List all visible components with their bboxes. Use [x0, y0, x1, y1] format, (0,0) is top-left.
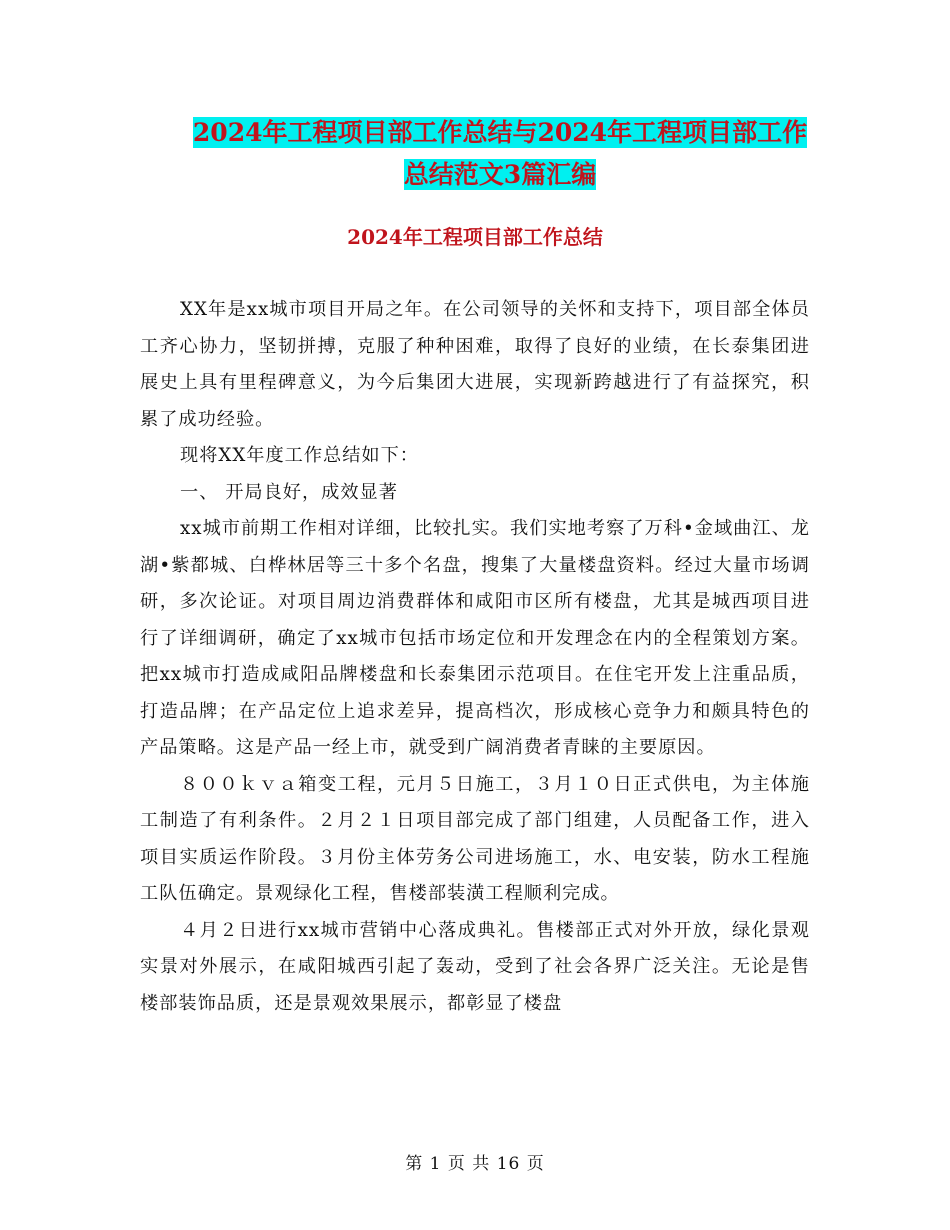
paragraph: ４月２日进行xx城市营销中心落成典礼。售楼部正式对外开放，绿化景观实景对外展示，在咸阳城西引起了轰动，受到了社会各界广泛关注。无论是售楼部装饰品质，还是景观效果展示，都彰显了楼盘 — [140, 919, 810, 1014]
paragraph: ８００ｋｖａ箱变工程，元月５日施工，３月１０日正式供电，为主体施工制造了有利条件。２月２１日项目部完成了部门组建，人员配备工作，进入项目实质运作阶段。３月份主体劳务公司进场施工，水、电安装，防水工程施工队伍确定。景观绿化工程，售楼部装潢工程顺利完成。 — [140, 773, 810, 904]
document-body — [140, 292, 810, 1022]
page-number: 第 1 页 共 16 页 — [405, 1154, 545, 1174]
document-title — [140, 112, 860, 196]
title-line-1: 2024年工程项目部工作总结与2024年工程项目部工作 — [192, 118, 808, 147]
title-line-2: 总结范文3篇汇编 — [403, 160, 597, 189]
paragraph: XX年是xx城市项目开局之年。在公司领导的关怀和支持下，项目部全体员工齐心协力，坚韧拼搏，克服了种种困难，取得了良好的业绩，在长泰集团进展史上具有里程碑意义，为今后集团大进展，实现新跨越进行了有益探究，积累了成功经验。 — [140, 299, 810, 430]
paragraph: xx城市前期工作相对详细，比较扎实。我们实地考察了万科•金域曲江、龙湖•紫都城、白桦林居等三十多个名盘，搜集了大量楼盘资料。经过大量市场调研，多次论证。对项目周边消费群体和咸阳市区所有楼盘，尤其是城西项目进行了详细调研，确定了xx城市包括市场定位和开发理念在内的全程策划方案。把xx城市打造成咸阳品牌楼盘和长泰集团示范项目。在住宅开发上注重品质，打造品牌；在产品定位上追求差异，提高档次，形成核心竞争力和颇具特色的产品策略。这是产品一经上市，就受到广阔消费者青睐的主要原因。 — [140, 518, 810, 758]
section-title: 2024年工程项目部工作总结 — [347, 225, 603, 249]
paragraph: 现将XX年度工作总结如下： — [180, 445, 419, 466]
paragraph-heading: 一、 开局良好，成效显著 — [180, 481, 398, 503]
